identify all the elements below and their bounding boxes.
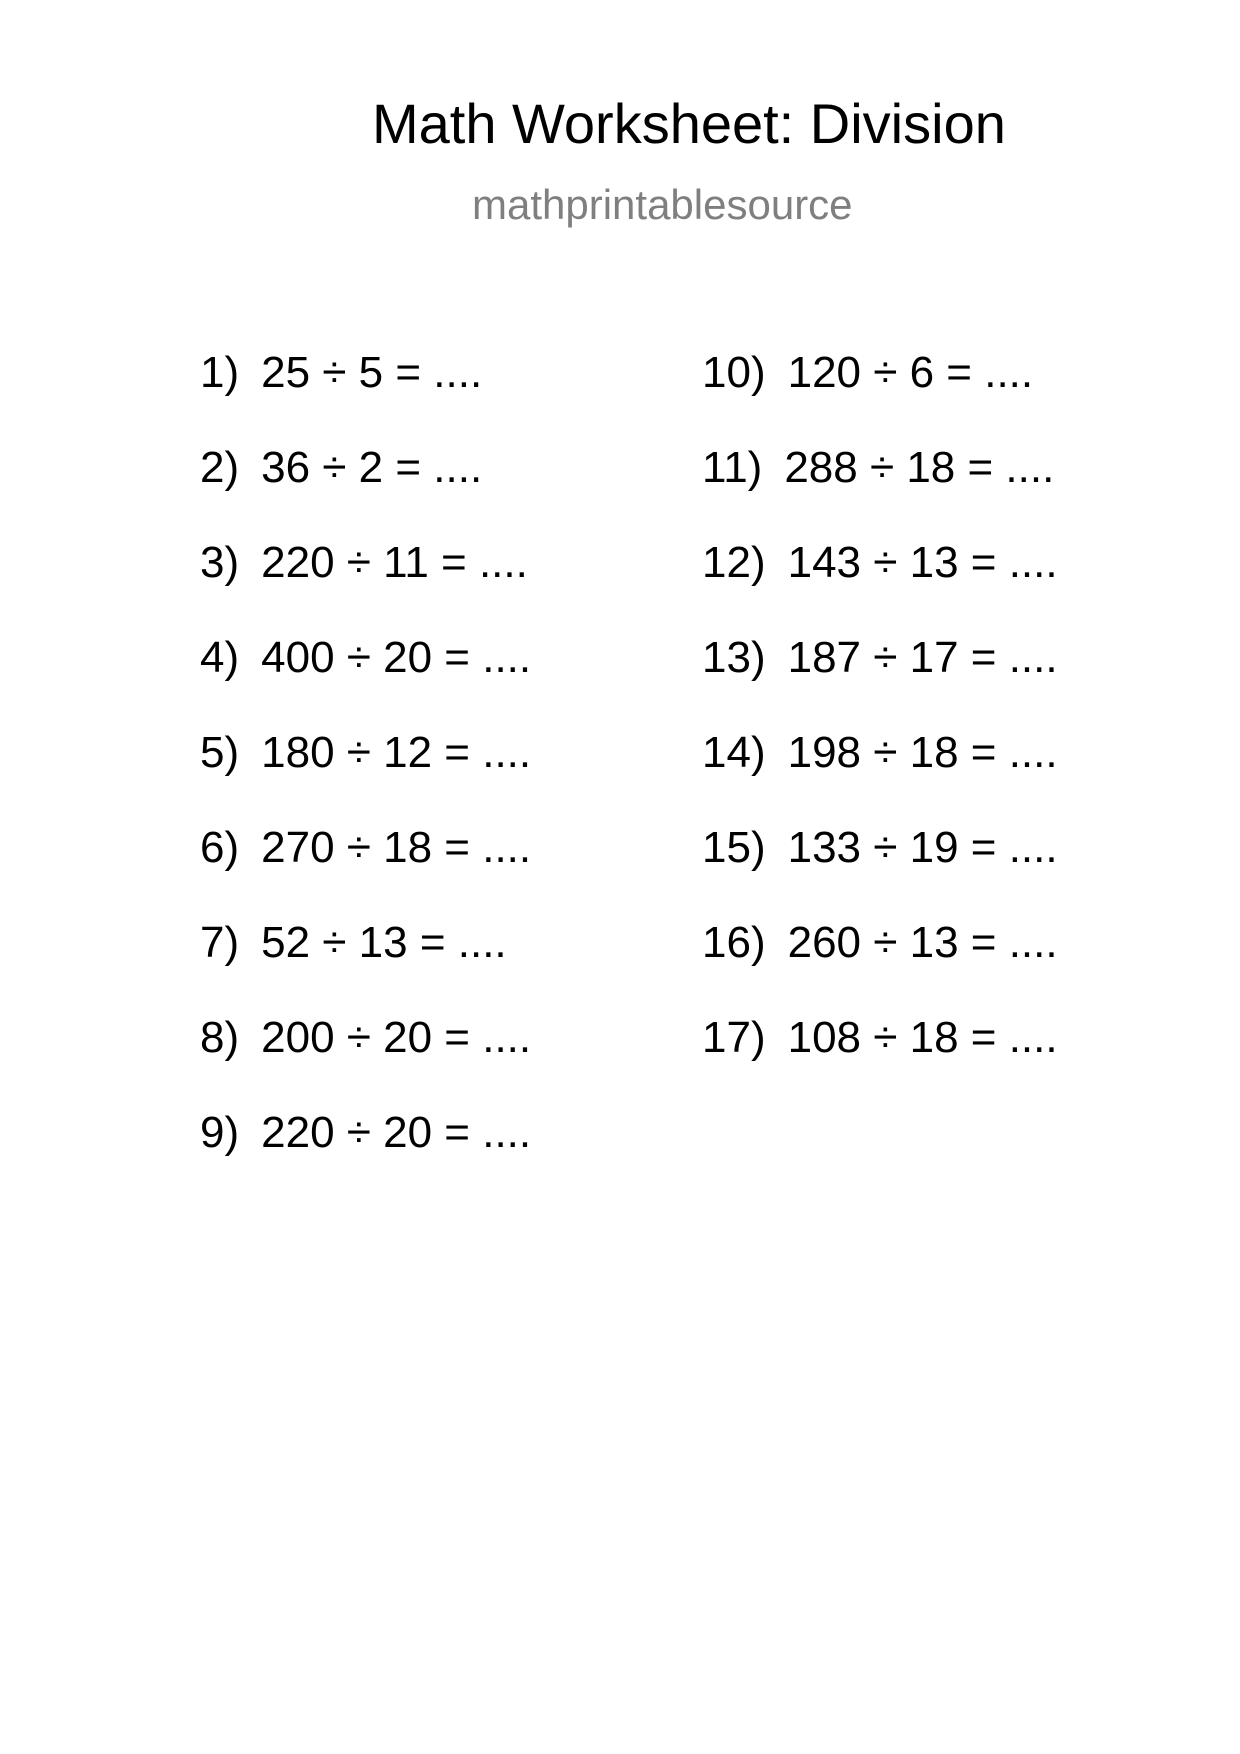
problem-equation: 400 ÷ 20 = .... — [261, 633, 532, 682]
problem-equation: 52 ÷ 13 = .... — [261, 918, 507, 967]
problem-number: 16) — [702, 918, 766, 967]
problem-item — [200, 728, 532, 826]
problem-equation: 288 ÷ 18 = .... — [784, 443, 1055, 492]
problem-number: 14) — [702, 728, 766, 777]
problem-item — [702, 348, 1058, 446]
problem-equation: 143 ÷ 13 = .... — [787, 538, 1058, 587]
problem-number: 7) — [200, 918, 240, 967]
problem-item — [200, 1108, 532, 1206]
problem-equation: 25 ÷ 5 = .... — [261, 348, 483, 397]
problem-number: 8) — [200, 1013, 240, 1062]
problem-item — [200, 443, 531, 541]
problem-equation: 180 ÷ 12 = .... — [261, 728, 532, 777]
problem-item — [702, 823, 1058, 921]
source-subtitle: mathprintablesource — [472, 181, 853, 228]
problem-number: 3) — [200, 538, 240, 587]
problem-equation: 200 ÷ 20 = .... — [261, 1013, 532, 1062]
problem-number: 2) — [200, 443, 240, 492]
problem-equation: 187 ÷ 17 = .... — [787, 633, 1058, 682]
problem-number: 11) — [702, 443, 763, 492]
problem-equation: 220 ÷ 11 = .... — [261, 538, 528, 587]
page-title: Math Worksheet: Division — [372, 92, 1006, 155]
problem-number: 15) — [702, 823, 766, 872]
problem-item — [702, 918, 1058, 1016]
problem-column-right — [702, 348, 1058, 1111]
problem-equation: 133 ÷ 19 = .... — [787, 823, 1058, 872]
problem-item — [702, 538, 1058, 636]
problem-item — [200, 1013, 532, 1111]
problem-equation: 36 ÷ 2 = .... — [261, 443, 483, 492]
problem-item — [702, 728, 1058, 826]
problem-equation: 108 ÷ 18 = .... — [787, 1013, 1058, 1062]
problem-number: 13) — [702, 633, 766, 682]
problem-item — [702, 1013, 1058, 1111]
problem-equation: 198 ÷ 18 = .... — [787, 728, 1058, 777]
problem-column-left — [200, 348, 532, 1206]
problem-item — [200, 538, 531, 636]
problem-equation: 270 ÷ 18 = .... — [261, 823, 532, 872]
problem-item — [702, 633, 1058, 731]
problem-number: 17) — [702, 1013, 766, 1062]
problem-item — [702, 443, 1058, 541]
problem-number: 12) — [702, 538, 766, 587]
problem-number: 4) — [200, 633, 240, 682]
problem-number: 6) — [200, 823, 240, 872]
problem-number: 9) — [200, 1108, 240, 1157]
problem-equation: 260 ÷ 13 = .... — [787, 918, 1058, 967]
problem-item — [200, 918, 531, 1016]
problem-equation: 120 ÷ 6 = .... — [787, 348, 1034, 397]
problem-item — [200, 633, 532, 731]
problem-number: 5) — [200, 728, 240, 777]
problem-item — [200, 823, 532, 921]
problem-equation: 220 ÷ 20 = .... — [261, 1108, 532, 1157]
problem-number: 10) — [702, 348, 766, 397]
problem-item — [200, 348, 531, 446]
problem-number: 1) — [200, 348, 240, 397]
